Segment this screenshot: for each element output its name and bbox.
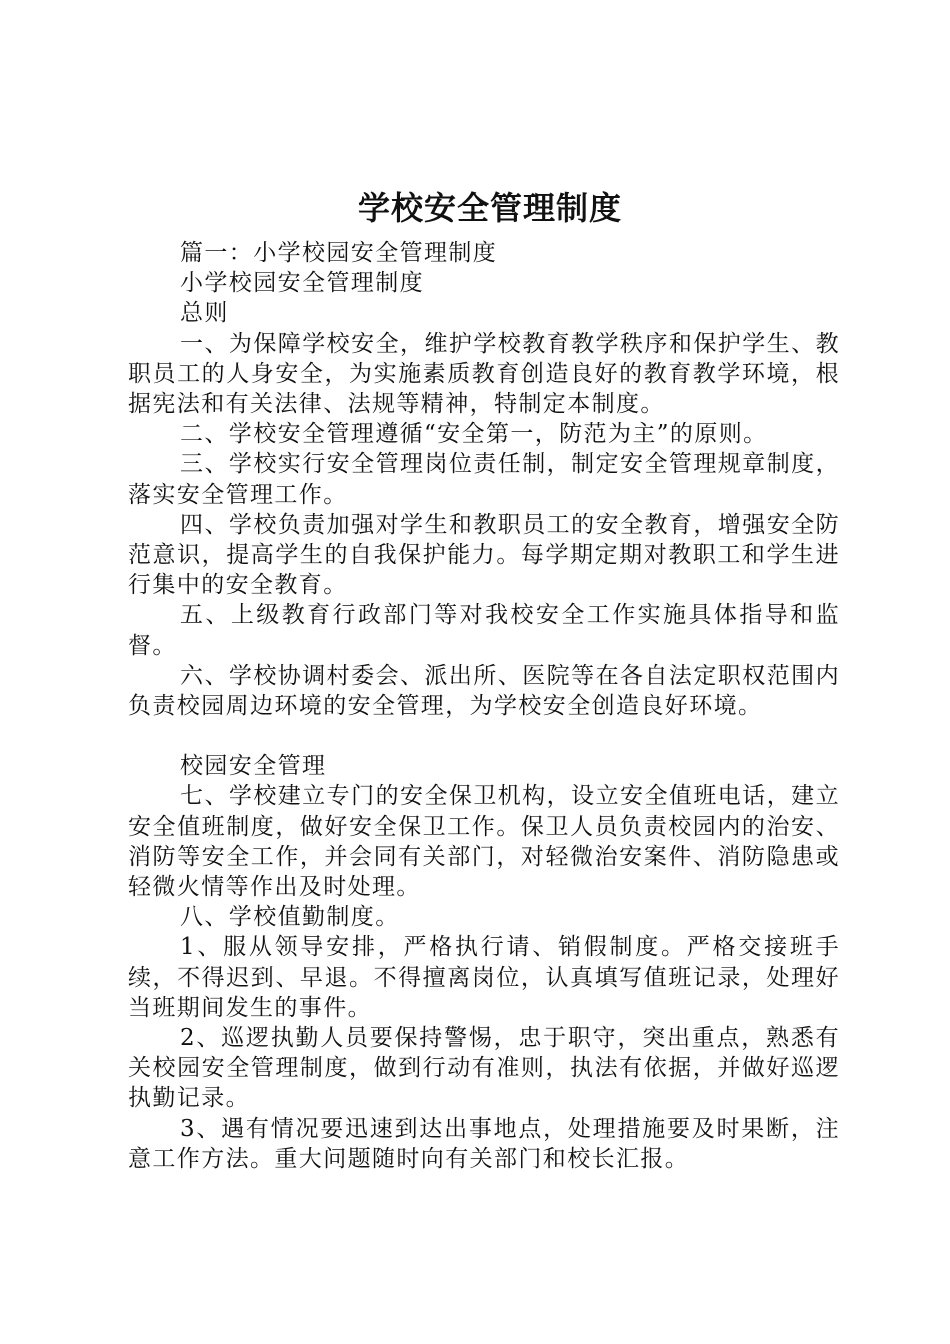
paragraph-8-item-1: 1、服从领导安排，严格执行请、销假制度。严格交接班手续，不得迟到、早退。不得擅离岗位，认真填写值班记录，处理好当班期间发生的事件。 [128, 934, 840, 1021]
general-heading: 总则 [180, 300, 229, 327]
section-spacer [128, 721, 840, 751]
paragraph-1: 一、为保障学校安全，维护学校教育教学秩序和保护学生、教职员工的人身安全，为实施素质教育创造良好的教育教学环境，根据宪法和有关法律、法规等精神，特制定本制度。 [128, 330, 840, 418]
part-one-heading: 篇一：小学校园安全管理制度 [180, 240, 498, 266]
paragraph-7: 七、学校建立专门的安全保卫机构，设立安全值班电话，建立安全值班制度，做好安全保卫工作。保卫人员负责校园内的治安、消防等安全工作，并会同有关部门，对轻微治安案件、消防隐患或轻微火情等作出及时处理。 [128, 783, 840, 901]
document-title: 学校安全管理制度 [357, 189, 622, 227]
paragraph-8: 八、学校值勤制度。 [180, 904, 400, 931]
paragraph-8-item-2: 2、巡逻执勤人员要保持警惕，忠于职守，突出重点，熟悉有关校园安全管理制度，做到行动有准则，执法有依据，并做好巡逻执勤记录。 [128, 1025, 840, 1112]
paragraph-2: 二、学校安全管理遵循“安全第一，防范为主”的原则。 [180, 421, 768, 448]
paragraph-8-item-3: 3、遇有情况要迅速到达出事地点，处理措施要及时果断，注意工作方法。重大问题随时向有关部门和校长汇报。 [128, 1115, 840, 1172]
paragraph-5: 五、上级教育行政部门等对我校安全工作实施具体指导和监督。 [128, 602, 840, 659]
subtitle-heading: 小学校园安全管理制度 [180, 270, 424, 297]
document-body [128, 186, 840, 1174]
paragraph-4: 四、学校负责加强对学生和教职员工的安全教育，增强安全防范意识，提高学生的自我保护能力。每学期定期对教职工和学生进行集中的安全教育。 [128, 511, 840, 599]
campus-safety-heading: 校园安全管理 [180, 753, 327, 780]
paragraph-6: 六、学校协调村委会、派出所、医院等在各自法定职权范围内负责校园周边环境的安全管理，为学校安全创造良好环境。 [128, 662, 840, 720]
paragraph-3: 三、学校实行安全管理岗位责任制，制定安全管理规章制度，落实安全管理工作。 [128, 451, 840, 508]
